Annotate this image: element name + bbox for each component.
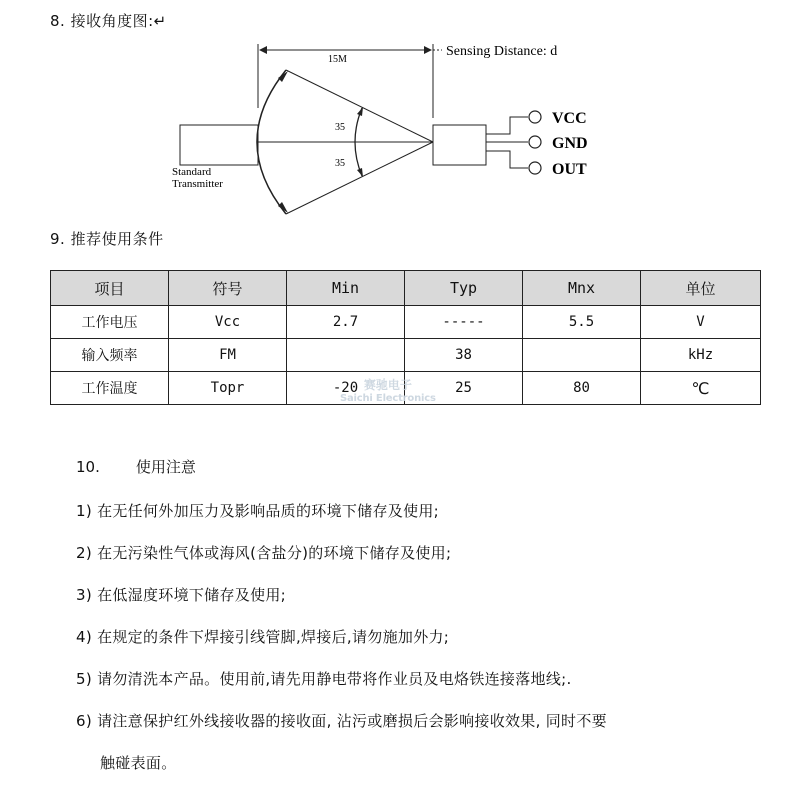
- cell-name: 工作电压: [51, 306, 169, 339]
- gnd-pin-icon: [529, 136, 541, 148]
- usage-note-3: 3) 在低湿度环境下储存及使用;: [76, 586, 287, 604]
- usage-note-4: 4) 在规定的条件下焊接引线管脚,焊接后,请勿施加外力;: [76, 628, 450, 646]
- distance-label: 15M: [328, 54, 347, 65]
- out-pin-icon: [529, 162, 541, 174]
- angle-upper-label: 35: [335, 122, 345, 133]
- cell-unit: V: [641, 306, 761, 339]
- cell-typ: 38: [405, 339, 523, 372]
- cell-min: 2.7: [287, 306, 405, 339]
- vcc-pin-icon: [529, 111, 541, 123]
- table-row: [51, 306, 761, 339]
- section-10-title: 使用注意: [135, 458, 196, 476]
- vcc-lead: [486, 117, 528, 134]
- watermark-line1: 赛驰电子: [363, 378, 412, 392]
- section-10-heading: [76, 456, 196, 477]
- out-lead: [486, 151, 528, 168]
- header-symbol: 符号: [169, 271, 287, 306]
- reception-angle-diagram: [160, 38, 620, 228]
- receiver-box: [433, 125, 486, 165]
- section-10-number: 10.: [76, 458, 100, 476]
- pin-vcc-label: VCC: [552, 110, 587, 127]
- cell-max: 80: [523, 372, 641, 405]
- cell-symbol: FM: [169, 339, 287, 372]
- cell-max: [523, 339, 641, 372]
- watermark-logo: [340, 378, 436, 406]
- header-max: Mnx: [523, 271, 641, 306]
- cell-unit: kHz: [641, 339, 761, 372]
- header-unit: 单位: [641, 271, 761, 306]
- cell-name: 工作温度: [51, 372, 169, 405]
- usage-note-6: 6) 请注意保护红外线接收器的接收面, 沾污或磨损后会影响接收效果, 同时不要: [76, 712, 607, 730]
- transmitter-label-line1: Standard: [172, 166, 212, 178]
- pin-out-label: OUT: [552, 161, 587, 178]
- usage-note-5: 5) 请勿清洗本产品。使用前,请先用静电带将作业员及电烙铁连接落地线;.: [76, 670, 572, 688]
- usage-note-2: 2) 在无污染性气体或海风(含盐分)的环境下储存及使用;: [76, 544, 452, 562]
- cell-min: [287, 339, 405, 372]
- cell-unit: ℃: [641, 372, 761, 405]
- standard-transmitter-box: [180, 125, 258, 165]
- header-min: Min: [287, 271, 405, 306]
- pin-gnd-label: GND: [552, 135, 588, 152]
- usage-note-1: 1) 在无任何外加压力及影响品质的环境下储存及使用;: [76, 502, 440, 520]
- cell-symbol: Topr: [169, 372, 287, 405]
- cell-name: 输入频率: [51, 339, 169, 372]
- cell-max: 5.5: [523, 306, 641, 339]
- cell-min: -20: [287, 372, 405, 405]
- cell-symbol: Vcc: [169, 306, 287, 339]
- sensing-distance-label: Sensing Distance: d: [446, 44, 558, 59]
- lower-boundary-line: [286, 142, 433, 214]
- cell-typ: 25: [405, 372, 523, 405]
- table-row: [51, 339, 761, 372]
- section-9-heading: 9. 推荐使用条件: [50, 230, 164, 248]
- header-item: 项目: [51, 271, 169, 306]
- cell-typ: -----: [405, 306, 523, 339]
- usage-note-6-continued: 触碰表面。: [100, 754, 177, 772]
- transmitter-label-line2: Transmitter: [172, 178, 223, 190]
- section-8-heading: 8. 接收角度图:↵: [50, 12, 167, 30]
- upper-boundary-line: [286, 70, 433, 142]
- angle-lower-label: 35: [335, 158, 345, 169]
- header-typ: Typ: [405, 271, 523, 306]
- watermark-line2: Saichi Electronics: [340, 393, 436, 404]
- table-header-row: [51, 271, 761, 306]
